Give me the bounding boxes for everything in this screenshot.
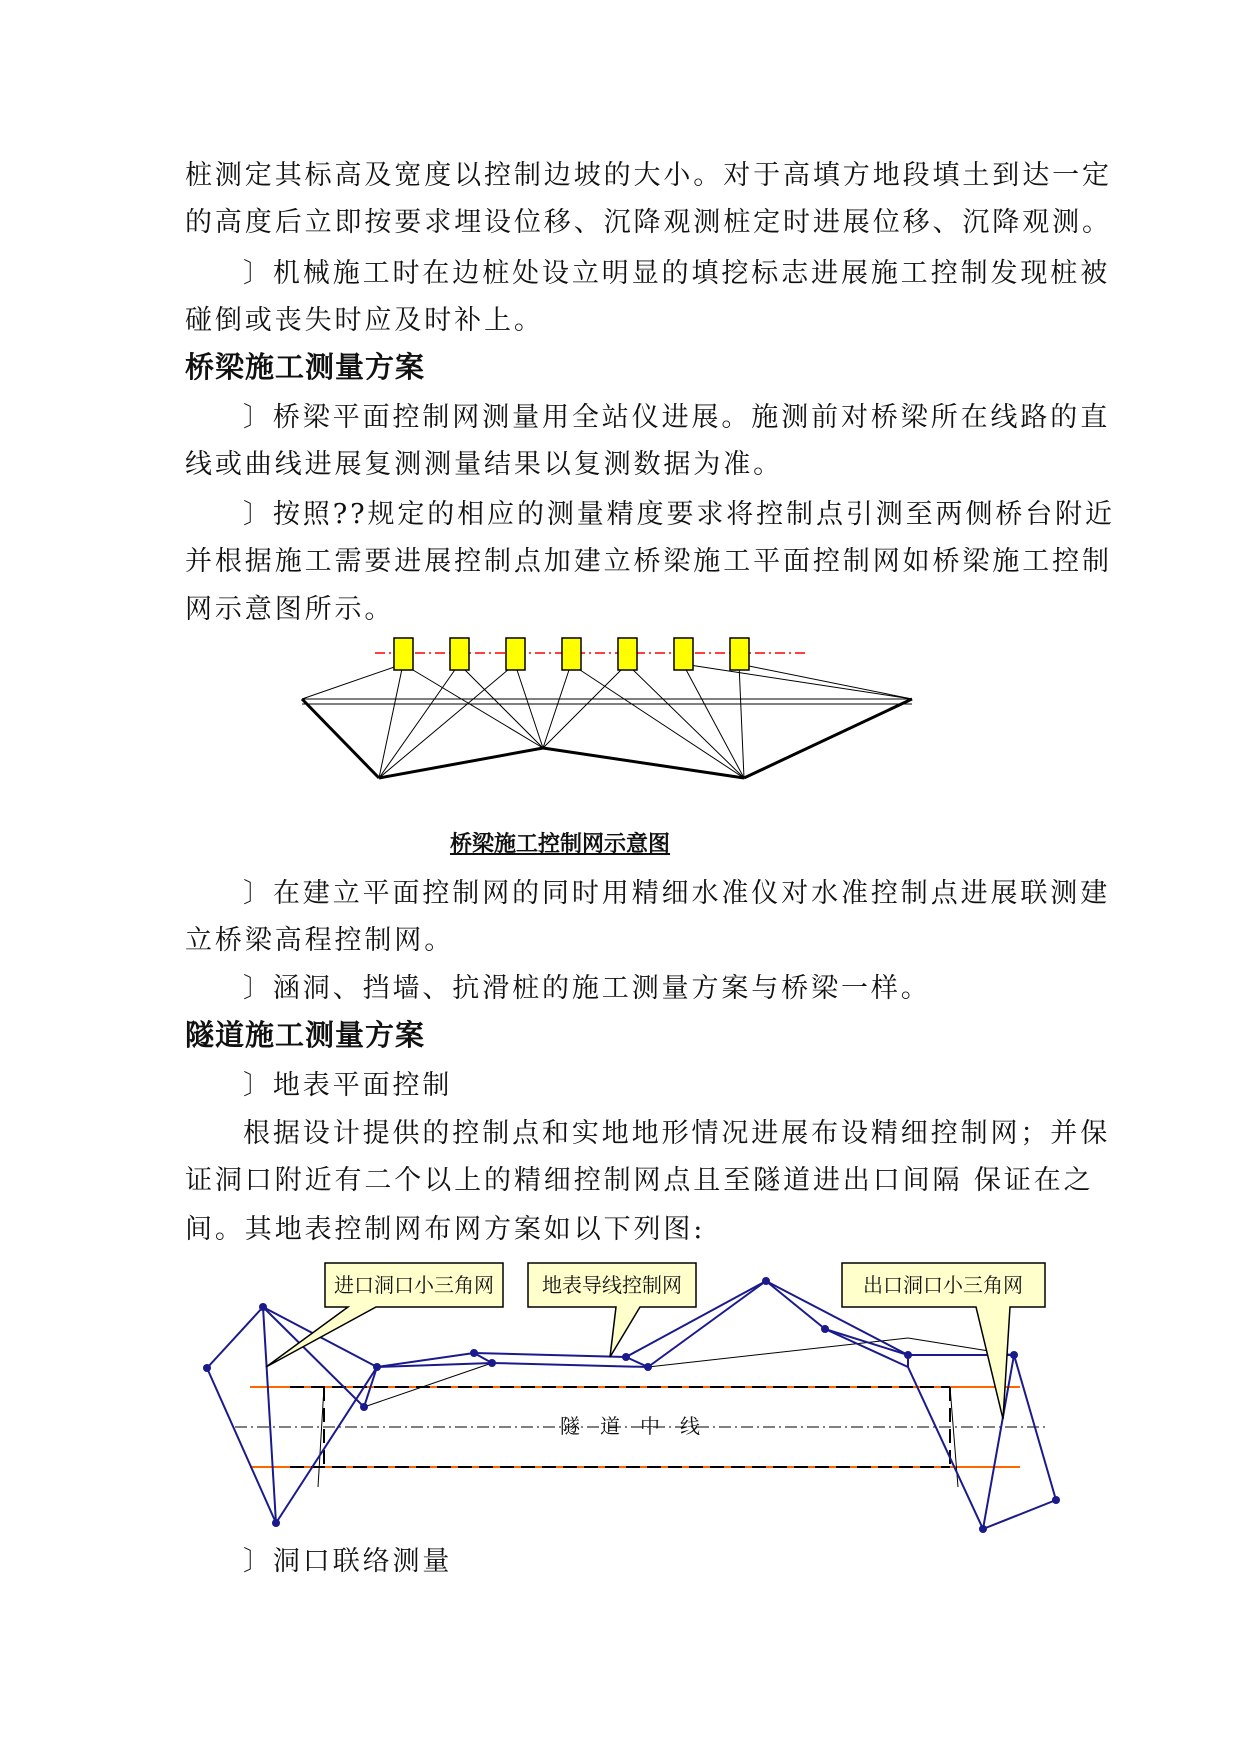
text-line: 〕地表平面控制 [243, 1070, 453, 1101]
text-line: 〕在建立平面控制网的同时用精细水准仪对水准控制点进展联测建 [243, 878, 1111, 909]
text-line: 〕涵洞、挡墙、抗滑桩的施工测量方案与桥梁一样。 [243, 973, 931, 1004]
text-line: 〕洞口联络测量 [243, 1546, 453, 1577]
text-line: 碰倒或丧失时应及时补上。 [185, 305, 544, 336]
callout-entrance-label: 进口洞口小三角网 [334, 1273, 494, 1297]
section-heading-bridge: 桥梁施工测量方案 [185, 350, 426, 384]
callout-surface-label: 地表导线控制网 [542, 1273, 682, 1297]
text-line: 〕按照??规定的相应的测量精度要求将控制点引测至两侧桥台附近 [243, 499, 1115, 530]
text-line: 根据设计提供的控制点和实地地形情况进展布设精细控制网；并保 [243, 1118, 1111, 1149]
callout-exit-label: 出口洞口小三角网 [863, 1273, 1023, 1297]
text-line: 证洞口附近有二个以上的精细控制网点且至隧道进出口间隔 保证在之 [185, 1165, 1094, 1196]
text-line: 〕机械施工时在边桩处设立明显的填挖标志进展施工控制发现桩被 [243, 258, 1111, 289]
text-line: 网示意图所示。 [185, 594, 395, 625]
text-line: 桩测定其标高及宽度以控制边坡的大小。对于高填方地段填土到达一定 [185, 160, 1112, 191]
section-heading-tunnel: 隧道施工测量方案 [185, 1018, 426, 1052]
text-line: 的高度后立即按要求埋设位移、沉降观测桩定时进展位移、沉降观测。 [185, 207, 1112, 238]
bridge-figure-caption: 桥梁施工控制网示意图 [450, 832, 671, 857]
text-line: 线或曲线进展复测测量结果以复测数据为准。 [185, 449, 783, 480]
text-line: 立桥梁高程控制网。 [185, 925, 455, 956]
tunnel-centerline-label: 隧 道 中 线 [560, 1414, 700, 1438]
text-line: 并根据施工需要进展控制点加建立桥梁施工平面控制网如桥梁施工控制 [185, 546, 1112, 577]
text-line: 间。其地表控制网布网方案如以下列图: [185, 1214, 706, 1245]
text-line: 〕桥梁平面控制网测量用全站仪进展。施测前对桥梁所在线路的直 [243, 402, 1111, 433]
